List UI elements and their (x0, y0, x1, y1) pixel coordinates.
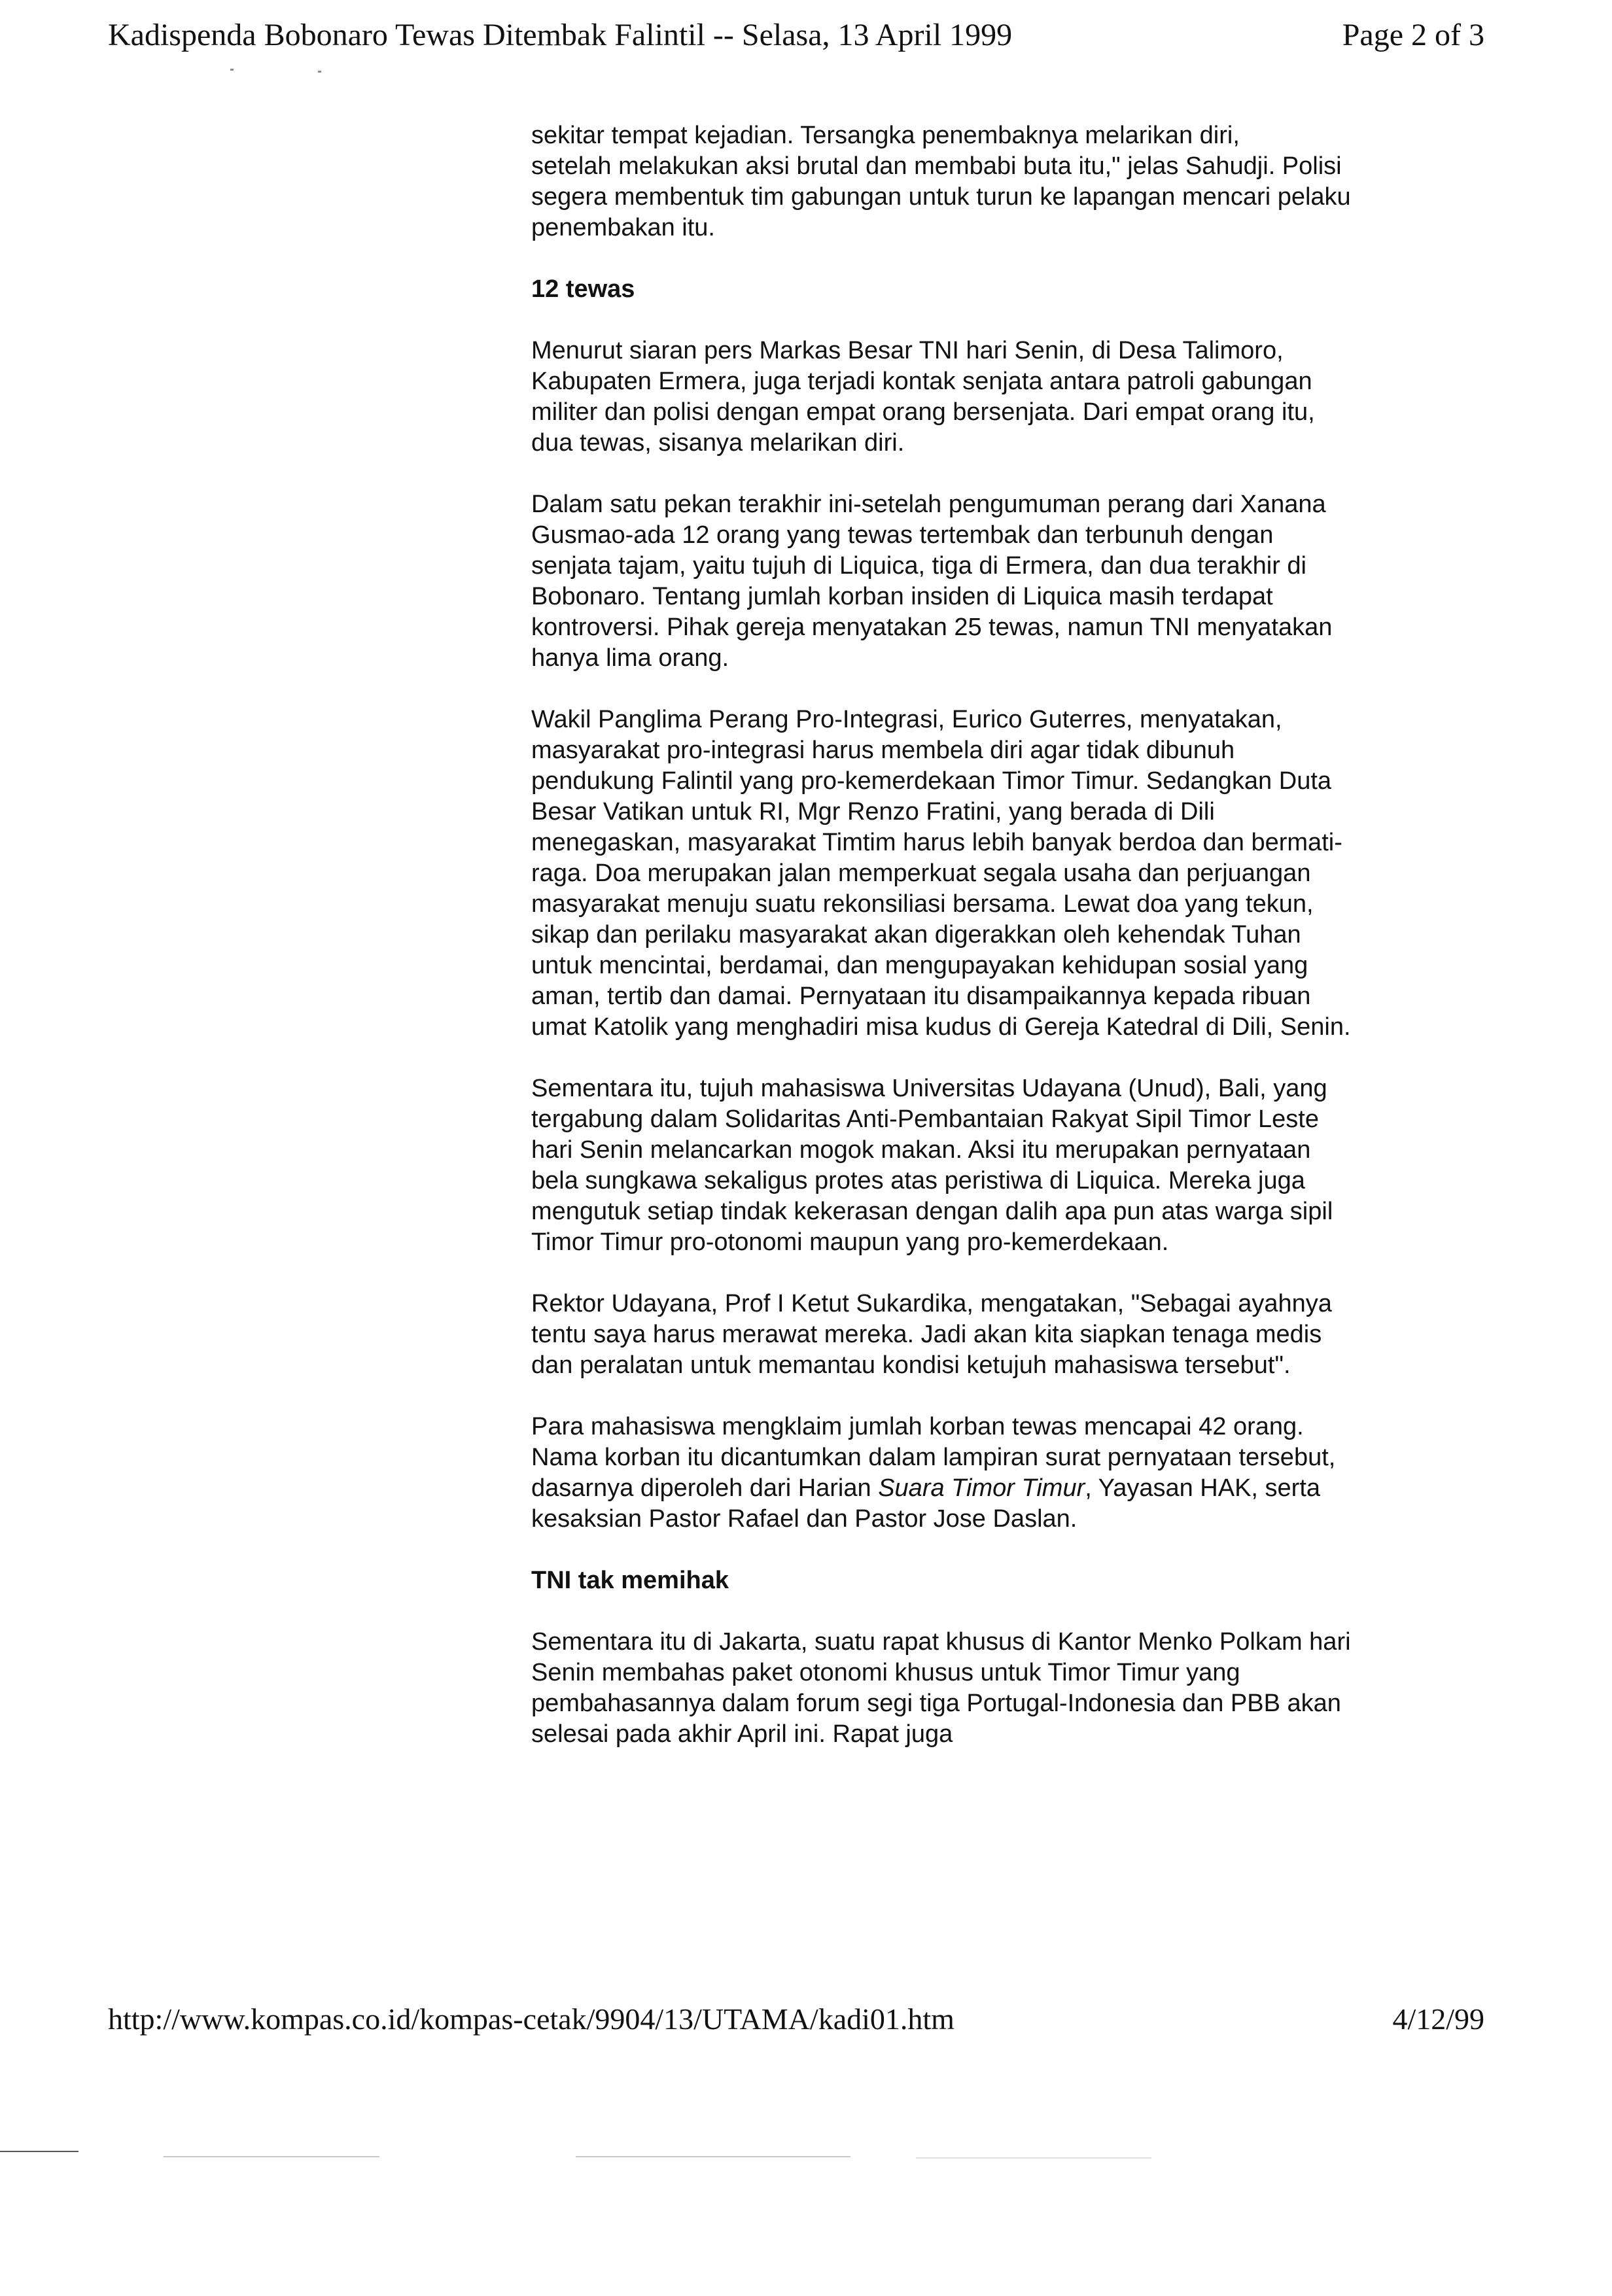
cut-off-line: sekitar tempat kejadian. Tersangka penembaknya melarikan diri, (531, 122, 1240, 149)
source-url: http://www.kompas.co.id/kompas-cetak/9904/13/UTAMA/kadi01.htm (108, 2002, 955, 2036)
scan-artifact-line (576, 2156, 850, 2157)
print-date: 4/12/99 (1392, 2002, 1484, 2036)
article-paragraph: Sementara itu, tujuh mahasiswa Universitas Udayana (Unud), Bali, yang tergabung dalam Solidaritas Anti-Pembantaian Rakyat Sipil Timor Leste hari Senin melancarkan mogok makan. Aksi itu merupakan pernyataan bela sungkawa sekaligus protes atas peristiwa di Liquica. Mereka juga mengutuk setiap tindak kekerasan dengan dalih apa pun atas warga sipil Timor Timur pro-otonomi maupun yang pro-kemerdekaan. (531, 1075, 1333, 1256)
page-indicator: Page 2 of 3 (1342, 18, 1484, 52)
scan-artifact-line (0, 2151, 79, 2152)
newspaper-name: Suara Timor Timur (878, 1474, 1085, 1502)
article-paragraph: Menurut siaran pers Markas Besar TNI hari Senin, di Desa Talimoro, Kabupaten Ermera, juga terjadi kontak senjata antara patroli gabungan militer dan polisi dengan empat orang bersenjata. Dari empat orang itu, dua tewas, sisanya melarikan diri. (531, 337, 1315, 457)
scan-artifact-line (164, 2156, 379, 2157)
print-header (108, 9, 1484, 61)
article-paragraph (531, 120, 1356, 243)
scan-speck (318, 71, 321, 73)
print-footer (108, 1996, 1484, 2042)
section-heading: 12 tewas (531, 275, 635, 303)
article-paragraph: Dalam satu pekan terakhir ini-setelah pengumuman perang dari Xanana Gusmao-ada 12 orang yang tewas tertembak dan terbunuh dengan senjata tajam, yaitu tujuh di Liquica, tiga di Ermera, dan dua terakhir di Bobonaro. Tentang jumlah korban insiden di Liquica masih terdapat kontroversi. Pihak gereja menyatakan 25 tewas, namun TNI menyatakan hanya lima orang. (531, 491, 1333, 672)
article-paragraph: Wakil Panglima Perang Pro-Integrasi, Eurico Guterres, menyatakan, masyarakat pro-integrasi harus membela diri agar tidak dibunuh pendukung Falintil yang pro-kemerdekaan Timor Timur. Sedangkan Duta Besar Vatikan untuk RI, Mgr Renzo Fratini, yang berada di Dili menegaskan, masyarakat Timtim harus lebih banyak berdoa dan bermati-raga. Doa merupakan jalan memperkuat segala usaha dan perjuangan masyarakat menuju suatu rekonsiliasi bersama. Lewat doa yang tekun, sikap dan perilaku masyarakat akan digerakkan oleh kehendak Tuhan untuk mencintai, berdamai, dan mengupayakan kehidupan sosial yang aman, tertib dan damai. Pernyataan itu disampaikannya kepada ribuan umat Katolik yang menghadiri misa kudus di Gereja Katedral di Dili, Senin. (531, 706, 1351, 1041)
article-paragraph (531, 1412, 1356, 1535)
scan-speck (230, 69, 234, 71)
article-paragraph: Rektor Udayana, Prof I Ketut Sukardika, mengatakan, "Sebagai ayahnya tentu saya harus merawat mereka. Jadi akan kita siapkan tenaga medis dan peralatan untuk memantau kondisi ketujuh mahasiswa tersebut". (531, 1290, 1332, 1379)
paragraph-text: , Yayasan HAK, serta kesaksian Pastor Rafael dan Pastor Jose Daslan. (531, 1474, 1321, 1533)
paragraph-text: Para mahasiswa mengklaim jumlah korban tewas mencapai 42 orang. Nama korban itu dicantumkan dalam lampiran surat pernyataan tersebut, dasarnya diperoleh dari Harian (531, 1413, 1336, 1502)
paragraph-text: setelah melakukan aksi brutal dan membabi buta itu," jelas Sahudji. Polisi segera membentuk tim gabungan untuk turun ke lapangan mencari pelaku penembakan itu. (531, 152, 1351, 241)
scan-artifact-line (916, 2157, 1151, 2159)
header-title: Kadispenda Bobonaro Tewas Ditembak Falintil -- Selasa, 13 April 1999 (108, 18, 1013, 52)
article-body (531, 120, 1356, 1995)
article-paragraph: Sementara itu di Jakarta, suatu rapat khusus di Kantor Menko Polkam hari Senin membahas paket otonomi khusus untuk Timor Timur yang pembahasannya dalam forum segi tiga Portugal-Indonesia dan PBB akan selesai pada akhir April ini. Rapat juga (531, 1628, 1351, 1748)
section-heading: TNI tak memihak (531, 1567, 729, 1594)
